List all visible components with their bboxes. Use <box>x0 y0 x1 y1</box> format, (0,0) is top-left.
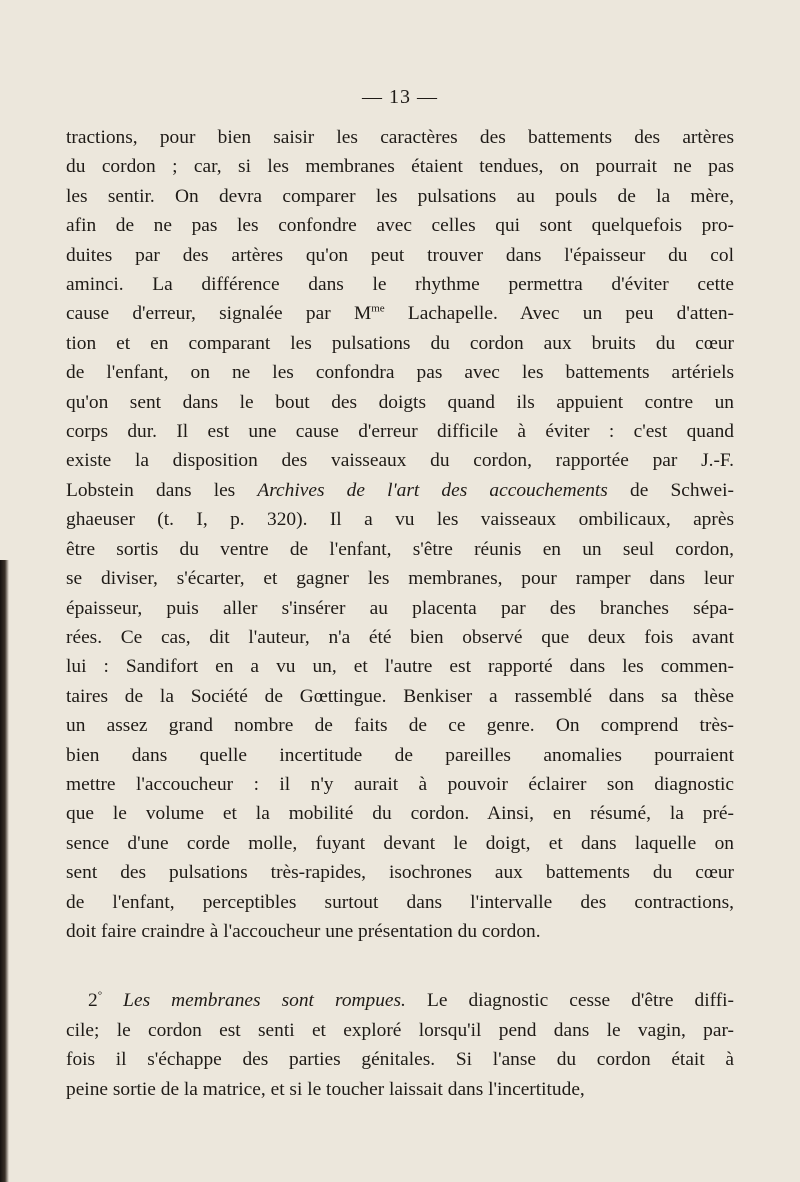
degree-sign: ° <box>97 989 103 1002</box>
text-line: existe la disposition des vaisseaux du cordon, rapportée par J.-F. <box>66 450 734 472</box>
text-line: les sentir. On devra comparer les pulsations au pouls de la mère, <box>66 185 734 207</box>
text-line: sent des pulsations très-rapides, isochrones aux battements du cœur <box>66 862 734 884</box>
text-line: qu'on sent dans le bout des doigts quand ils appuient contre un <box>66 391 734 413</box>
text-line: que le volume et la mobilité du cordon. Ainsi, en résumé, la pré- <box>66 803 734 825</box>
text-line: lui : Sandifort en a vu un, et l'autre est rapporté dans les commen- <box>66 656 734 678</box>
text-line: du cordon ; car, si les membranes étaient tendues, on pourrait ne pas <box>66 156 734 178</box>
text-fragment: cause d'erreur, signalée par M <box>66 303 372 325</box>
text-line: un assez grand nombre de faits de ce genre. On comprend très- <box>66 715 734 737</box>
document-page <box>66 86 734 1104</box>
text-line <box>66 986 734 1015</box>
text-line: fois il s'échappe des parties génitales. Si l'anse du cordon était à <box>66 1049 734 1071</box>
text-line: cile; le cordon est senti et exploré lorsqu'il pend dans le vagin, par- <box>66 1019 734 1041</box>
text-line: afin de ne pas les confondre avec celles qui sont quelquefois pro- <box>66 215 734 237</box>
superscript-me: me <box>371 302 385 315</box>
text-fragment: Lachapelle. Avec un peu d'atten- <box>384 303 734 325</box>
text-line: se diviser, s'écarter, et gagner les membranes, pour ramper dans leur <box>66 568 734 590</box>
text-line: être sortis du ventre de l'enfant, s'être réunis en un seul cordon, <box>66 538 734 560</box>
text-line: mettre l'accoucheur : il n'y aurait à pouvoir éclairer son diagnostic <box>66 773 734 795</box>
text-line: peine sortie de la matrice, et si le toucher laissait dans l'incertitude, <box>66 1078 585 1100</box>
text-fragment: de Schwei- <box>607 479 734 501</box>
section-numeral: 2 <box>88 990 98 1012</box>
text-line: de l'enfant, perceptibles surtout dans l'intervalle des contractions, <box>66 891 734 913</box>
text-line: duites par des artères qu'on peut trouver dans l'épaisseur du col <box>66 244 734 266</box>
text-line: doit faire craindre à l'accoucheur une présentation du cordon. <box>66 920 541 942</box>
text-fragment: Le diagnostic cesse d'être diffi- <box>405 990 734 1012</box>
text-line: taires de la Société de Gœttingue. Benkiser a rassemblé dans sa thèse <box>66 685 734 707</box>
text-line: tion et en comparant les pulsations du cordon aux bruits du cœur <box>66 332 734 354</box>
text-fragment: Lobstein dans les <box>66 479 258 501</box>
paragraph-gap <box>66 946 734 986</box>
text-line: épaisseur, puis aller s'insérer au placenta par des branches sépa- <box>66 597 734 619</box>
text-line: corps dur. Il est une cause d'erreur difficile à éviter : c'est quand <box>66 421 734 443</box>
page-number: — 13 — <box>362 86 438 108</box>
text-line: aminci. La différence dans le rhythme permettra d'éviter cette <box>66 274 734 296</box>
italic-book-title: Archives de l'art des accouchements <box>257 479 608 501</box>
paragraph-1 <box>66 123 734 946</box>
text-line: sence d'une corde molle, fuyant devant le doigt, et dans laquelle on <box>66 832 734 854</box>
text-line <box>66 299 734 328</box>
paragraph-2 <box>66 986 734 1104</box>
text-line: rées. Ce cas, dit l'auteur, n'a été bien observé que deux fois avant <box>66 626 734 648</box>
text-line <box>66 476 734 505</box>
text-line: tractions, pour bien saisir les caractères des battements des artères <box>66 127 734 148</box>
italic-heading: Les membranes sont rompues. <box>123 990 406 1012</box>
text-line: ghaeuser (t. I, p. 320). Il a vu les vaisseaux ombilicaux, après <box>66 509 734 531</box>
text-line: de l'enfant, on ne les confondra pas avec les battements artériels <box>66 362 734 384</box>
book-binding-shadow <box>0 560 9 1182</box>
text-line: bien dans quelle incertitude de pareilles anomalies pourraient <box>66 744 734 766</box>
